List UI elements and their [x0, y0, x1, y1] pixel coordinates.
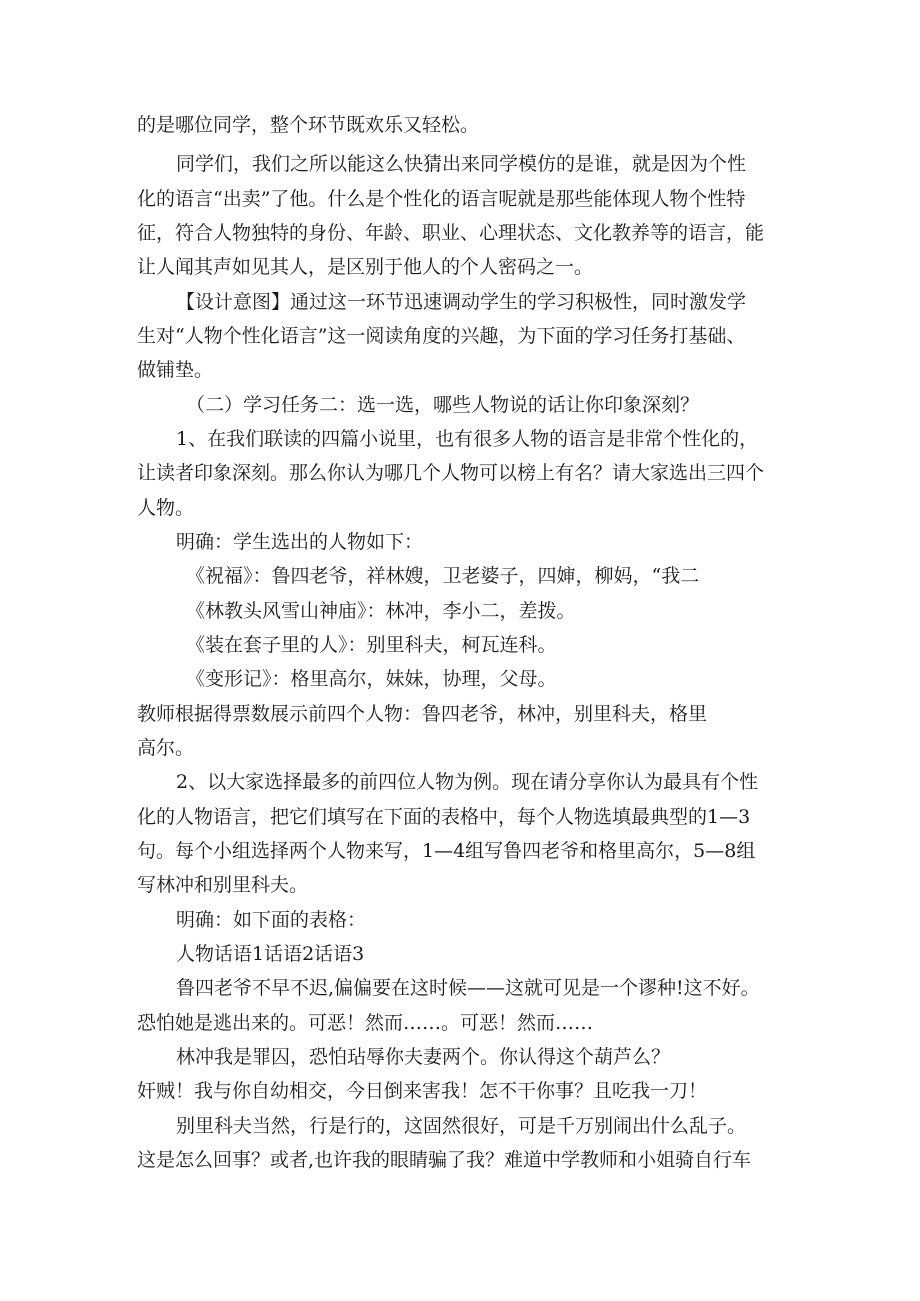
text-line: 2、以大家选择最多的前四位人物为例。现在请分享你认为最具有个性 [176, 771, 759, 793]
text-line: 恐怕她是逃出来的。可恶！然而……。可恶！然而…… [137, 1012, 594, 1034]
text-line: 写林冲和别里科夫。 [137, 874, 309, 896]
text-line: 明确：学生选出的人物如下： [176, 531, 424, 553]
text-line: 《变形记》：格里高尔，妹妹，协理，父母。 [186, 668, 557, 690]
text-line: 同学们，我们之所以能这么快猜出来同学模仿的是谁，就是因为个性 [176, 153, 747, 175]
text-line: 化的语言“出卖”了他。什么是个性化的语言呢就是那些能体现人物个性特 [137, 188, 746, 210]
text-line: 人物话语1话语2话语3 [176, 943, 365, 965]
text-line: 句。每个小组选择两个人物来写，1—4组写鲁四老爷和格里高尔，5—8组 [137, 840, 756, 862]
text-line: 教师根据得票数展示前四个人物：鲁四老爷，林冲，别里科夫，格里 [137, 703, 708, 725]
text-line: 高尔。 [137, 737, 195, 759]
text-line: 生对“人物个性化语言”这一阅读角度的兴趣，为下面的学习任务打基础、 [137, 325, 746, 347]
text-line: 征，符合人物独特的身份、年龄、职业、心理状态、文化教养等的语言，能 [137, 222, 765, 244]
text-line: 让读者印象深刻。那么你认为哪几个人物可以榜上有名？请大家选出三四个 [137, 462, 765, 484]
text-line: 别里科夫当然，行是行的，这固然很好，可是千万别闹出什么乱子。 [176, 1115, 747, 1137]
text-line: 《祝福》：鲁四老爷，祥林嫂，卫老婆子，四婶，柳妈，“我二 [186, 565, 700, 587]
text-line: 人物。 [137, 497, 195, 519]
text-line: 让人闻其声如见其人，是区别于他人的个人密码之一。 [137, 256, 594, 278]
text-line: 奸贼！我与你自幼相交，今日倒来害我！怎不干你事？且吃我一刀！ [137, 1080, 708, 1102]
text-line: （二）学习任务二：选一选，哪些人物说的话让你印象深刻？ [186, 394, 700, 416]
text-line: 鲁四老爷不早不迟,偏偏要在这时候——这就可见是一个谬种!这不好。 [176, 977, 760, 999]
text-line: 《林教头风雪山神庙》：林冲，李小二，差拨。 [186, 600, 576, 622]
text-line: 《装在套子里的人》：别里科夫，柯瓦连科。 [186, 634, 557, 656]
text-line: 做铺垫。 [137, 359, 214, 381]
text-line: 【设计意图】通过这一环节迅速调动学生的学习积极性，同时激发学 [176, 291, 747, 313]
text-line: 明确：如下面的表格： [176, 909, 367, 931]
text-line: 化的人物语言，把它们填写在下面的表格中，每个人物选填最典型的1—3 [137, 806, 751, 828]
text-line: 的是哪位同学，整个环节既欢乐又轻松。 [137, 114, 480, 136]
text-line: 这是怎么回事？或者,也许我的眼睛骗了我？难道中学教师和小姐骑自行车 [137, 1149, 752, 1171]
text-line: 1、在我们联读的四篇小说里，也有很多人物的语言是非常个性化的， [176, 428, 759, 450]
text-line: 林冲我是罪囚，恐怕玷辱你夫妻两个。你认得这个葫芦么？ [176, 1046, 671, 1068]
